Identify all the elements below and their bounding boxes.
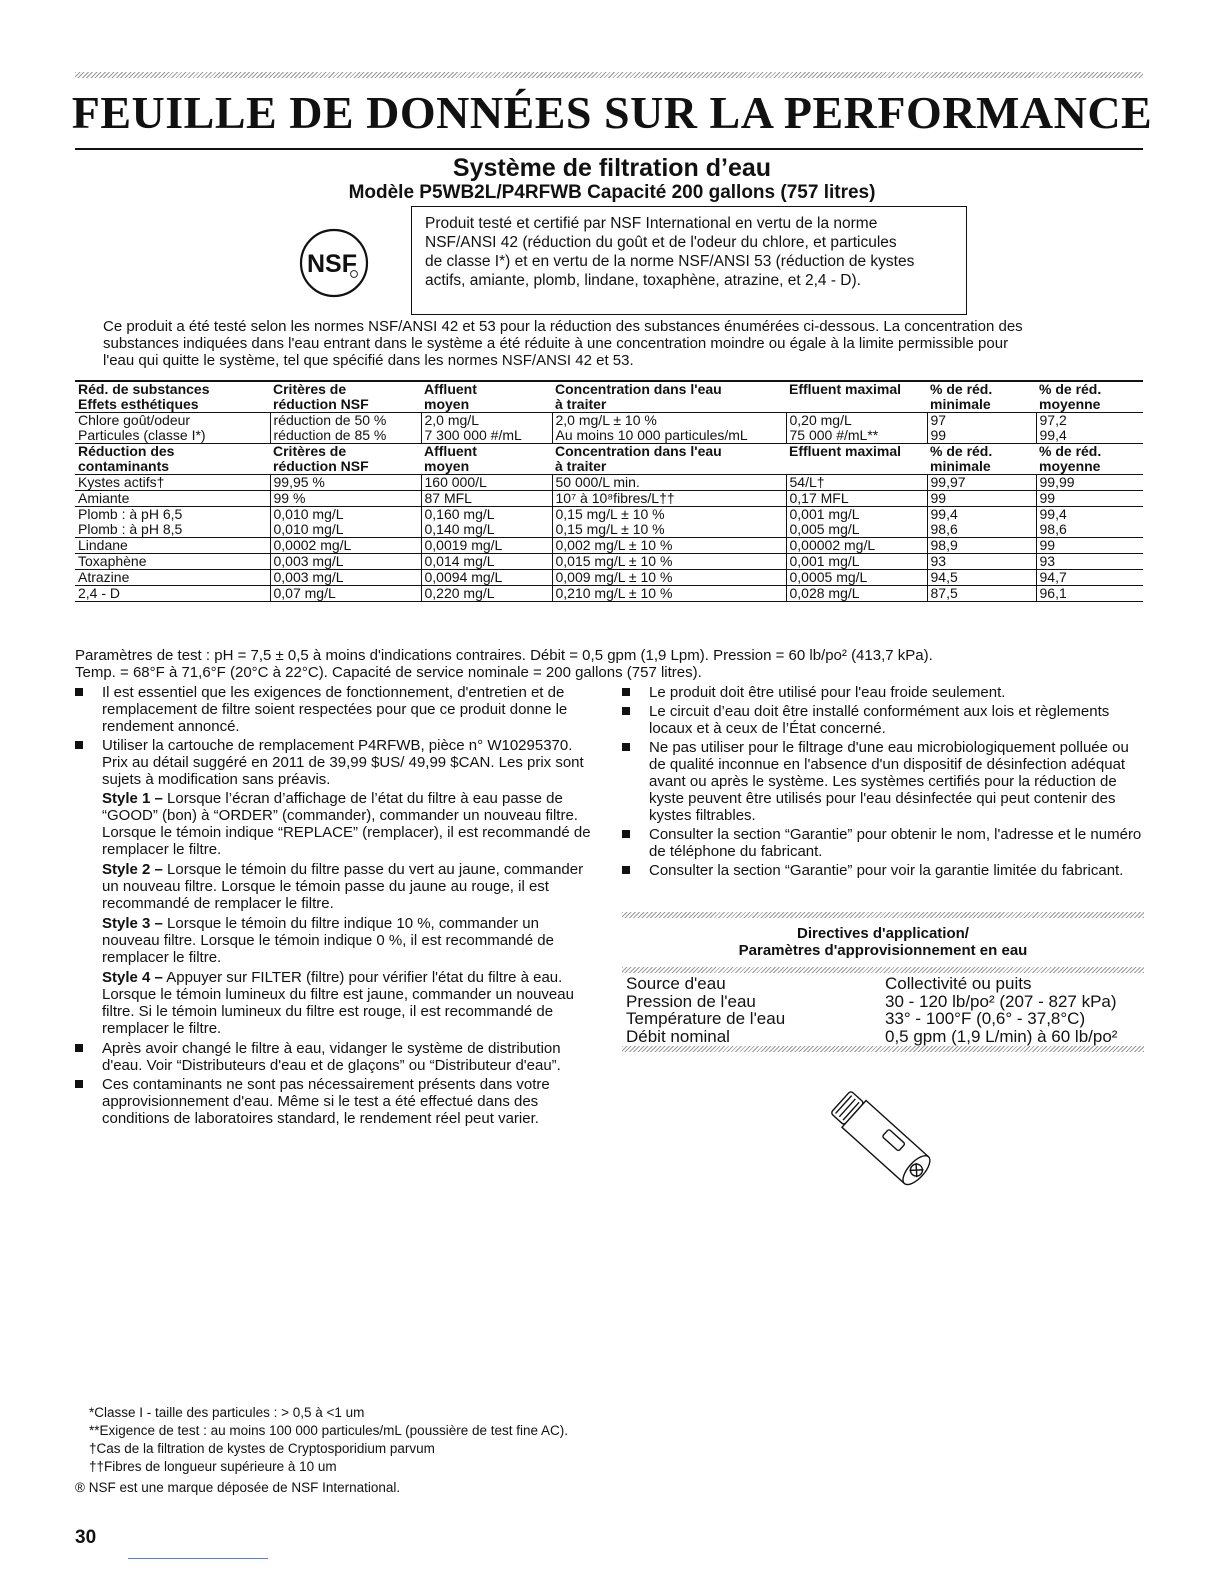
nsf-logo-text: NSF <box>307 250 357 278</box>
bullet-square-icon <box>75 688 83 696</box>
bullet-square-icon <box>75 1080 83 1088</box>
table-cell: 2,0 mg/L 7 300 000 #/mL <box>421 413 552 444</box>
list-item: Le produit doit être utilisé pour l'eau froide seulement. <box>622 684 1144 701</box>
table-cell: 0,160 mg/L 0,140 mg/L <box>421 507 552 538</box>
table-header-cell: % de réd. moyenne <box>1036 381 1143 413</box>
table-cell: 0,0002 mg/L <box>270 538 421 554</box>
test-params-line: Temp. = 68°F à 71,6°F (20°C à 22°C). Capacité de service nominale = 200 gallons (757 litres). <box>75 664 702 681</box>
table-cell: Toxaphène <box>75 554 270 570</box>
supply-top-hatch <box>622 967 1144 973</box>
title-rule <box>75 148 1143 150</box>
table-cell: 54/L† <box>786 475 927 491</box>
table-cell: 0,20 mg/L 75 000 #/mL** <box>786 413 927 444</box>
table-cell: 2,0 mg/L ± 10 % Au moins 10 000 particules/mL <box>552 413 786 444</box>
table-cell: 99 <box>1036 538 1143 554</box>
table-row: Source d'eau Collectivité ou puits <box>626 974 1032 993</box>
table-cell: 99,4 98,6 <box>927 507 1036 538</box>
intro-line: l'eau qui quitte le système, tel que spécifié dans les normes NSF/ANSI 42 et 53. <box>103 352 634 369</box>
table-cell: 99,99 <box>1036 475 1143 491</box>
table-cell: 10⁷ à 10⁸fibres/L†† <box>552 491 786 507</box>
directives-heading <box>622 913 1144 959</box>
table-cell: 93 <box>1036 554 1143 570</box>
table-cell: Atrazine <box>75 570 270 586</box>
table-header-cell: % de réd. moyenne <box>1036 444 1143 475</box>
list-item: Consulter la section “Garantie” pour voir la garantie limitée du fabricant. <box>622 862 1144 879</box>
table-cell: 0,002 mg/L ± 10 % <box>552 538 786 554</box>
registered-trademark-note: ® NSF est une marque déposée de NSF International. <box>75 1480 401 1495</box>
table-header-cell: Critères de réduction NSF <box>270 381 421 413</box>
style-4-paragraph: Style 4 – Appuyer sur FILTER (filtre) pour vérifier l'état du filtre à eau. Lorsque le témoin lumineux du filtre est jaune, commander un nouveau filtre. Si le témoin lumineux du filtre est rouge, il est recommandé de remplacer le filtre. <box>102 969 574 1037</box>
filter-cartridge-illustration <box>818 1080 948 1200</box>
style-1-paragraph: Style 1 – Lorsque l’écran d’affichage de l’état du filtre à eau passe de “GOOD” (bon) à “ORDER” (commander), commander un nouveau filtre. Lorsque le témoin indique “REPLACE” (remplacer), il est recommandé de remplacer le filtre. <box>102 790 591 858</box>
table-cell: 0,07 mg/L <box>270 586 421 602</box>
bullet-square-icon <box>75 1044 83 1052</box>
footnote: **Exigence de test : au moins 100 000 particules/mL (poussière de test fine AC). <box>89 1423 569 1438</box>
table-cell: 96,1 <box>1036 586 1143 602</box>
table-cell: 93 <box>927 554 1036 570</box>
cert-line: NSF/ANSI 42 (réduction du goût et de l'odeur du chlore, et particules <box>425 234 897 251</box>
list-item: Ne pas utiliser pour le filtrage d'une eau microbiologiquement polluée ou de qualité inconnue en l'absence d'un dispositif de désinfection adéquat avant ou après le système. Les systèmes certifiés pour la réduction de kyste peuvent être utilisés pour l'eau désinfectée qui peut contenir des kystes filtrables. <box>622 739 1144 824</box>
bullet-square-icon <box>622 866 630 874</box>
table-cell: 2,4 - D <box>75 586 270 602</box>
table-cell: 87,5 <box>927 586 1036 602</box>
table-cell: 0,003 mg/L <box>270 554 421 570</box>
footnotes <box>75 1404 875 1497</box>
table-cell: 0,010 mg/L 0,010 mg/L <box>270 507 421 538</box>
table-header-cell: Réduction des contaminants <box>75 444 270 475</box>
table-cell: 94,7 <box>1036 570 1143 586</box>
table-header-cell: % de réd. minimale <box>927 444 1036 475</box>
table-cell: Chlore goût/odeur Particules (classe I*) <box>75 413 270 444</box>
table-cell: 0,003 mg/L <box>270 570 421 586</box>
footnote: ††Fibres de longueur supérieure à 10 um <box>89 1459 337 1474</box>
performance-table <box>75 380 1143 602</box>
table-cell: 0,15 mg/L ± 10 % 0,15 mg/L ± 10 % <box>552 507 786 538</box>
table-cell: 99,97 <box>927 475 1036 491</box>
table-cell: Plomb : à pH 6,5 Plomb : à pH 8,5 <box>75 507 270 538</box>
table-cell: 94,5 <box>927 570 1036 586</box>
supply-bottom-hatch <box>622 1046 1144 1052</box>
bullet-square-icon <box>75 741 83 749</box>
table-header-cell: Effluent maximal <box>786 381 927 413</box>
bottom-link-underline <box>128 1558 268 1559</box>
table-header-cell: Concentration dans l'eau à traiter <box>552 381 786 413</box>
list-item: Ces contaminants ne sont pas nécessairement présents dans votre approvisionnement d'eau. Même si le test a été effectué dans des conditions de laboratoires standard, le rendement réel peut varier. <box>75 1076 595 1127</box>
table-cell: 99 % <box>270 491 421 507</box>
bullet-square-icon <box>622 688 630 696</box>
directives-title <box>622 925 1144 959</box>
table-row <box>75 491 1143 507</box>
page-title: FEUILLE DE DONNÉES SUR LA PERFORMANCE <box>71 87 1153 138</box>
table-row: Pression de l'eau 30 - 120 lb/po² (207 - 827 kPa) <box>626 991 1117 1011</box>
model-capacity-line: Modèle P5WB2L/P4RFWB Capacité 200 gallons (757 litres) <box>348 182 876 203</box>
directives-title-line: Paramètres d'approvisionnement en eau <box>738 942 1028 959</box>
cert-line: de classe I*) et en vertu de la norme NSF/ANSI 53 (réduction de kystes <box>425 253 915 270</box>
list-item: Après avoir changé le filtre à eau, vidanger le système de distribution d'eau. Voir “Distributeurs d'eau et de glaçons” ou “Distributeur d'eau”. <box>75 1040 595 1074</box>
list-item: Consulter la section “Garantie” pour obtenir le nom, l'adresse et le numéro de téléphone du fabricant. <box>622 826 1144 860</box>
nsf-logo <box>299 228 369 298</box>
list-item: Il est essentiel que les exigences de fonctionnement, d'entretien et de remplacement de filtre soient respectées pour que ce produit donne le rendement annoncé. <box>75 684 595 735</box>
table-cell: 97 99 <box>927 413 1036 444</box>
table-cell: Amiante <box>75 491 270 507</box>
table-cell: 0,015 mg/L ± 10 % <box>552 554 786 570</box>
table-cell: 0,014 mg/L <box>421 554 552 570</box>
bullet-square-icon <box>622 707 630 715</box>
table-header-cell: Critères de réduction NSF <box>270 444 421 475</box>
intro-paragraph <box>103 318 1143 369</box>
table-cell: Kystes actifs† <box>75 475 270 491</box>
table-cell: 50 000/L min. <box>552 475 786 491</box>
table-cell: 0,220 mg/L <box>421 586 552 602</box>
table-row <box>75 413 1143 444</box>
list-item: Utiliser la cartouche de remplacement P4RFWB, pièce n° W10295370. Prix au détail suggéré en 2011 de 39,99 $US/ 49,99 $CAN. Les prix sont sujets à modification sans préavis. <box>75 737 595 788</box>
table-row <box>75 570 1143 586</box>
intro-line: Ce produit a été testé selon les normes NSF/ANSI 42 et 53 pour la réduction des substances énumérées ci-dessous. La concentration des <box>103 318 1023 335</box>
footnote: †Cas de la filtration de kystes de Cryptosporidium parvum <box>89 1441 435 1456</box>
table-cell: 99 <box>927 491 1036 507</box>
left-column <box>75 684 595 1129</box>
table-cell: 0,17 MFL <box>786 491 927 507</box>
table-row: Température de l'eau 33° - 100°F (0,6° - 37,8°C) <box>626 1009 1086 1028</box>
table-row <box>75 554 1143 570</box>
bullet-square-icon <box>622 830 630 838</box>
page-number: 30 <box>75 1527 97 1548</box>
table-header-cell: Concentration dans l'eau à traiter <box>552 444 786 475</box>
footnote: *Classe I - taille des particules : > 0,5 à <1 um <box>89 1405 365 1420</box>
table-header-row <box>75 444 1143 475</box>
table-cell: 160 000/L <box>421 475 552 491</box>
table-header-cell: Affluent moyen <box>421 381 552 413</box>
table-cell: 99 <box>1036 491 1143 507</box>
test-params-line: Paramètres de test : pH = 7,5 ± 0,5 à moins d'indications contraires. Débit = 0,5 gpm (1,9 Lpm). Pression = 60 lb/po² (413,7 kPa). <box>75 647 933 664</box>
table-cell: réduction de 50 % réduction de 85 % <box>270 413 421 444</box>
table-cell: 0,210 mg/L ± 10 % <box>552 586 786 602</box>
table-cell: 98,9 <box>927 538 1036 554</box>
table-cell: 0,00002 mg/L <box>786 538 927 554</box>
table-header-cell: Réd. de substances Effets esthétiques <box>75 381 270 413</box>
style-2-paragraph: Style 2 – Lorsque le témoin du filtre passe du vert au jaune, commander un nouveau filtre. Lorsque le témoin passe du jaune au rouge, il est recommandé de remplacer le filtre. <box>102 861 584 912</box>
table-cell: 99,95 % <box>270 475 421 491</box>
table-row <box>75 586 1143 602</box>
table-cell: 0,0005 mg/L <box>786 570 927 586</box>
system-subtitle: Système de filtration d’eau <box>452 154 772 182</box>
certification-box <box>411 206 967 315</box>
table-header-row <box>75 381 1143 413</box>
table-row: Débit nominal 0,5 gpm (1,9 L/min) à 60 lb/po² <box>626 1026 1118 1046</box>
table-cell: 0,028 mg/L <box>786 586 927 602</box>
directives-title-line: Directives d'application/ <box>797 925 969 942</box>
test-parameters <box>75 647 1143 681</box>
list-item: Le circuit d’eau doit être installé conformément aux lois et règlements locaux et à ceux de l’État concerné. <box>622 703 1144 737</box>
table-header-cell: % de réd. minimale <box>927 381 1036 413</box>
table-cell: 99,4 98,6 <box>1036 507 1143 538</box>
style-3-paragraph: Style 3 – Lorsque le témoin du filtre indique 10 %, commander un nouveau filtre. Lorsque le témoin indique 0 %, il est recommandé de remplacer le filtre. <box>102 915 554 966</box>
right-column <box>622 684 1144 881</box>
intro-line: substances indiquées dans l'eau entrant dans le système a été réduite à une concentration moindre ou égale à la limite permissible pour <box>103 335 1009 352</box>
top-hatch-rule <box>75 72 1143 78</box>
table-row <box>75 475 1143 491</box>
table-cell: 0,001 mg/L <box>786 554 927 570</box>
table-cell: 0,0094 mg/L <box>421 570 552 586</box>
bullet-square-icon <box>622 743 630 751</box>
table-cell: 87 MFL <box>421 491 552 507</box>
table-header-cell: Effluent maximal <box>786 444 927 475</box>
table-cell: 0,0019 mg/L <box>421 538 552 554</box>
table-row <box>75 538 1143 554</box>
table-cell: 0,001 mg/L 0,005 mg/L <box>786 507 927 538</box>
cert-line: Produit testé et certifié par NSF International en vertu de la norme <box>425 215 878 232</box>
table-row <box>75 507 1143 538</box>
table-cell: Lindane <box>75 538 270 554</box>
cert-line: actifs, amiante, plomb, lindane, toxaphène, atrazine, et 2,4 - D). <box>425 272 861 289</box>
table-header-cell: Affluent moyen <box>421 444 552 475</box>
table-cell: 97,2 99,4 <box>1036 413 1143 444</box>
supply-parameters-table <box>622 975 1144 1045</box>
table-cell: 0,009 mg/L ± 10 % <box>552 570 786 586</box>
